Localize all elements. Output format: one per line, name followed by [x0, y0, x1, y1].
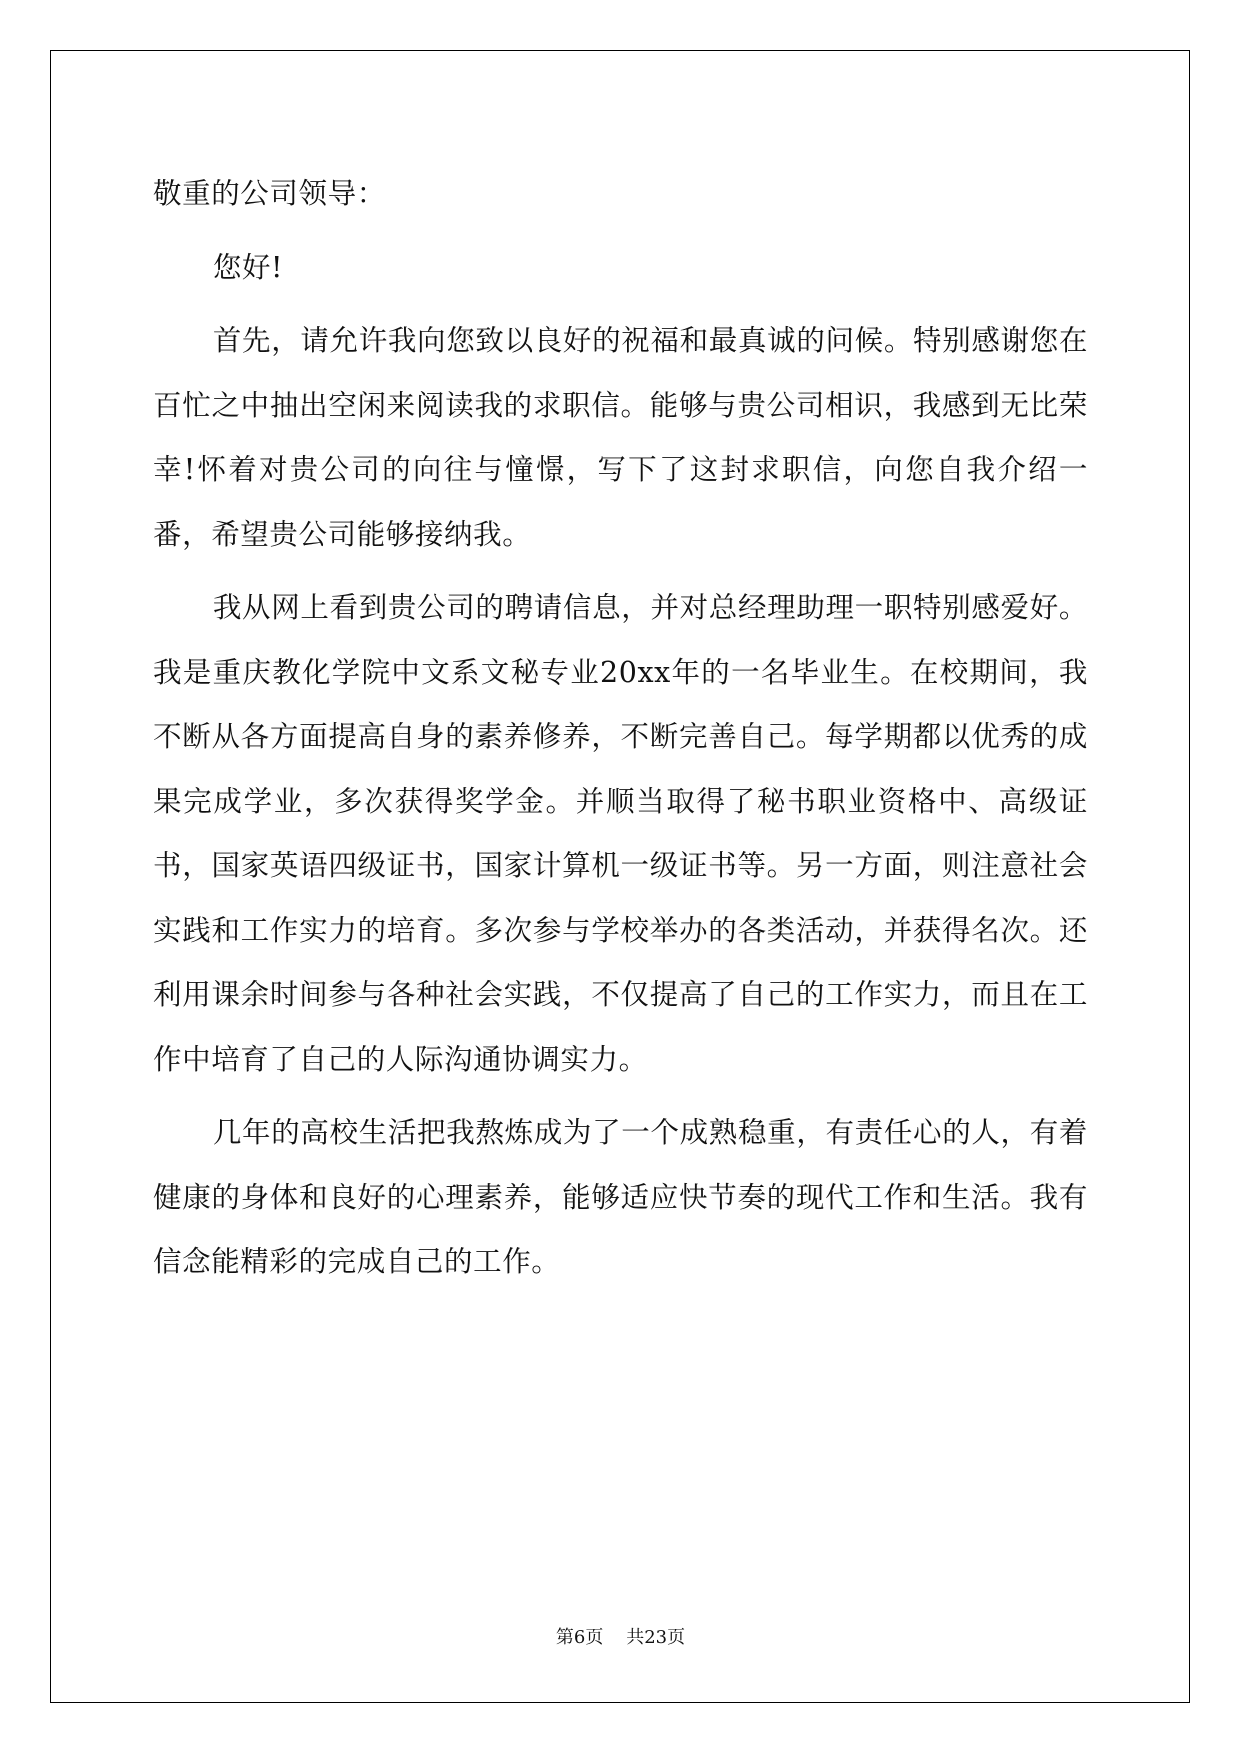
letter-body	[153, 162, 1088, 1304]
page-label-suffix: 页	[585, 1627, 604, 1648]
salutation: 敬重的公司领导：	[153, 177, 386, 210]
greeting: 您好!	[212, 250, 284, 284]
paragraph-2: 我从网上看到贵公司的聘请信息，并对总经理助理一职特别感爱好。我是重庆教化学院中文系文秘专业20xx年的一名毕业生。在校期间，我不断从各方面提高自身的素养修养，不断完善自己。每学期都以优秀的成果完成学业，多次获得奖学金。并顺当取得了秘书职业资格中、高级证书，国家英语四级证书，国家计算机一级证书等。另一方面，则注意社会实践和工作实力的培育。多次参与学校举办的各类活动，并获得名次。还利用课余时间参与各种社会实践，不仅提高了自己的工作实力，而且在工作中培育了自己的人际沟通协调实力。	[153, 591, 1088, 1076]
page-number-footer	[0, 1623, 1241, 1649]
paragraph-1: 首先，请允许我向您致以良好的祝福和最真诚的问候。特别感谢您在百忙之中抽出空闲来阅读我的求职信。能够与贵公司相识，我感到无比荣幸!怀着对贵公司的向往与憧憬，写下了这封求职信，向您自我介绍一番，希望贵公司能够接纳我。	[153, 324, 1088, 551]
page-label-prefix: 第	[555, 1627, 574, 1648]
total-label-prefix: 共	[626, 1627, 645, 1648]
current-page-number: 6	[573, 1627, 586, 1648]
total-page-count: 23	[644, 1627, 668, 1648]
paragraph-3: 几年的高校生活把我熬炼成为了一个成熟稳重，有责任心的人，有着健康的身体和良好的心理素养，能够适应快节奏的现代工作和生活。我有信念能精彩的完成自己的工作。	[153, 1116, 1088, 1278]
total-label-suffix: 页	[667, 1627, 686, 1648]
